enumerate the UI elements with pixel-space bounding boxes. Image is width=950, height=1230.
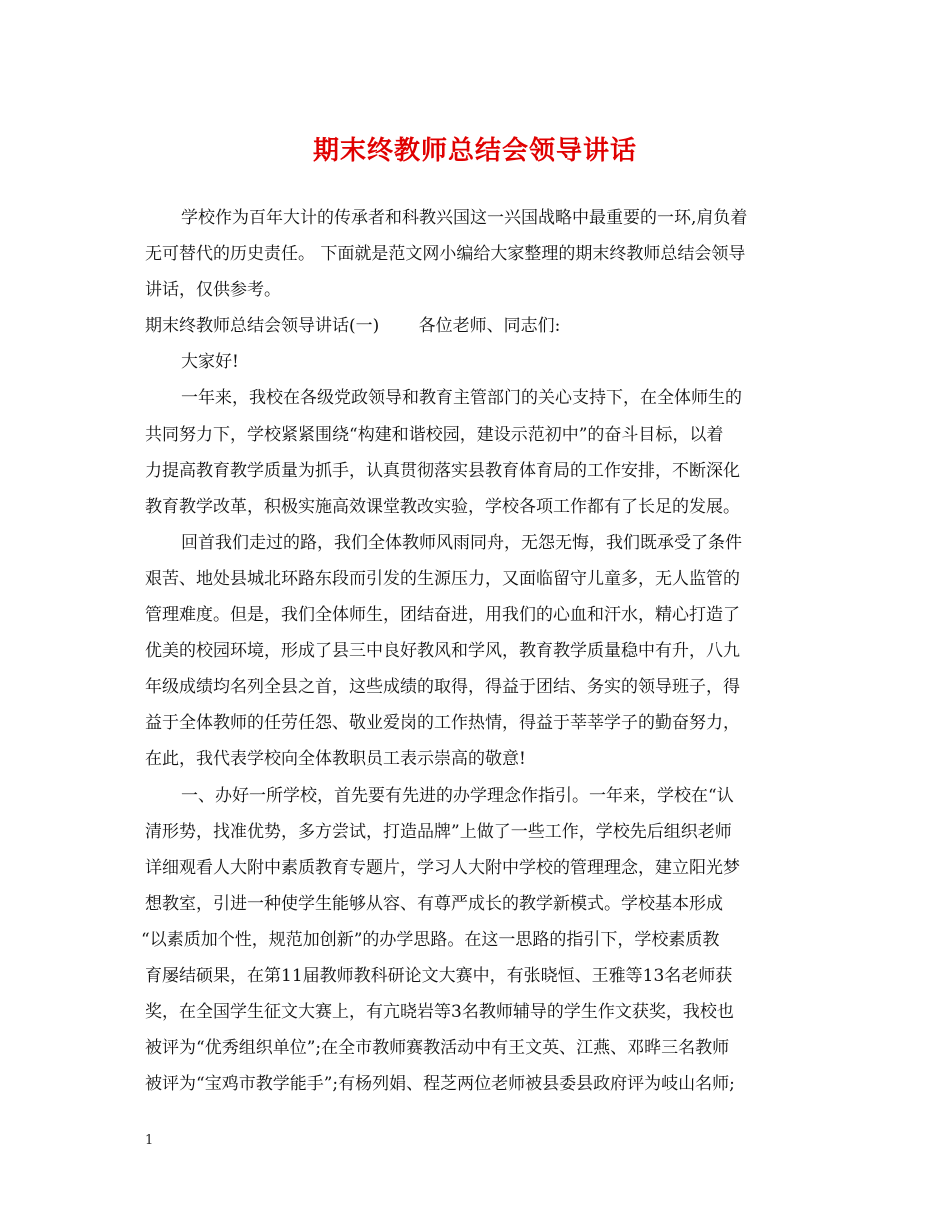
text-line: 在此，我代表学校向全体教职员工表示崇高的敬意!	[145, 749, 526, 770]
text-line: 清形势，找准优势，多方尝试，打造品牌”上做了一些工作，学校先后组织老师	[145, 821, 732, 842]
text-line: 期末终教师总结会领导讲话(一) 各位老师、同志们:	[145, 316, 561, 337]
text-line: 无可替代的历史责任。 下面就是范文网小编给大家整理的期末终教师总结会领导	[145, 244, 746, 265]
text-line: 力提高教育教学质量为抓手，认真贯彻落实县教育体育局的工作安排，不断深化	[145, 460, 740, 481]
text-line: 益于全体教师的任劳任怨、敬业爱岗的工作热情，得益于莘莘学子的勤奋努力，	[145, 713, 740, 734]
text-line: 一年来，我校在各级党政领导和教育主管部门的关心支持下，在全体师生的	[181, 388, 742, 409]
text-line: 学校作为百年大计的传承者和科教兴国这一兴国战略中最重要的一环,肩负着	[181, 208, 748, 228]
page-number: 1	[145, 1133, 154, 1148]
text-line: “以素质加个性，规范加创新”的办学思路。在这一思路的指引下，学校素质教	[141, 929, 720, 950]
text-line: 想教室，引进一种使学生能够从容、有尊严成长的教学新模式。学校基本形成	[145, 893, 723, 914]
text-line: 一、办好一所学校，首先要有先进的办学理念作指引。一年来，学校在“认	[181, 785, 734, 806]
text-line: 回首我们走过的路，我们全体教师风雨同舟，无怨无悔，我们既承受了条件	[181, 532, 742, 553]
text-line: 优美的校园环境，形成了县三中良好教风和学风，教育教学质量稳中有升，八九	[145, 641, 740, 662]
text-line: 大家好!	[181, 352, 239, 373]
text-line: 管理难度。但是，我们全体师生，团结奋进，用我们的心血和汗水，精心打造了	[145, 605, 740, 626]
document-body	[141, 200, 813, 1102]
text-line: 被评为“优秀组织单位”;在全市教师赛教活动中有王文英、江燕、邓晔三名教师	[145, 1038, 730, 1059]
text-line: 共同努力下，学校紧紧围绕“构建和谐校园，建设示范初中”的奋斗目标，以着	[145, 424, 724, 445]
text-line: 艰苦、地处县城北环路东段而引发的生源压力，又面临留守儿童多，无人监管的	[145, 568, 740, 589]
text-line: 详细观看人大附中素质教育专题片，学习人大附中学校的管理理念，建立阳光梦	[145, 857, 740, 878]
text-line: 被评为“宝鸡市教学能手”;有杨列娟、程芝两位老师被县委县政府评为岐山名师;	[145, 1074, 735, 1095]
text-line: 教育教学改革，积极实施高效课堂教改实验，学校各项工作都有了长足的发展。	[145, 496, 740, 517]
text-line: 讲话，仅供参考。	[145, 280, 281, 301]
page-title: 期末终教师总结会领导讲话	[312, 136, 637, 166]
text-line: 奖，在全国学生征文大赛上，有亢晓岩等3名教师辅导的学生作文获奖，我校也	[145, 1002, 734, 1023]
text-line: 年级成绩均名列全县之首，这些成绩的取得，得益于团结、务实的领导班子，得	[145, 677, 740, 698]
text-line: 育屡结硕果，在第11届教师教科研论文大赛中，有张晓恒、王雅等13名老师获	[145, 965, 733, 986]
